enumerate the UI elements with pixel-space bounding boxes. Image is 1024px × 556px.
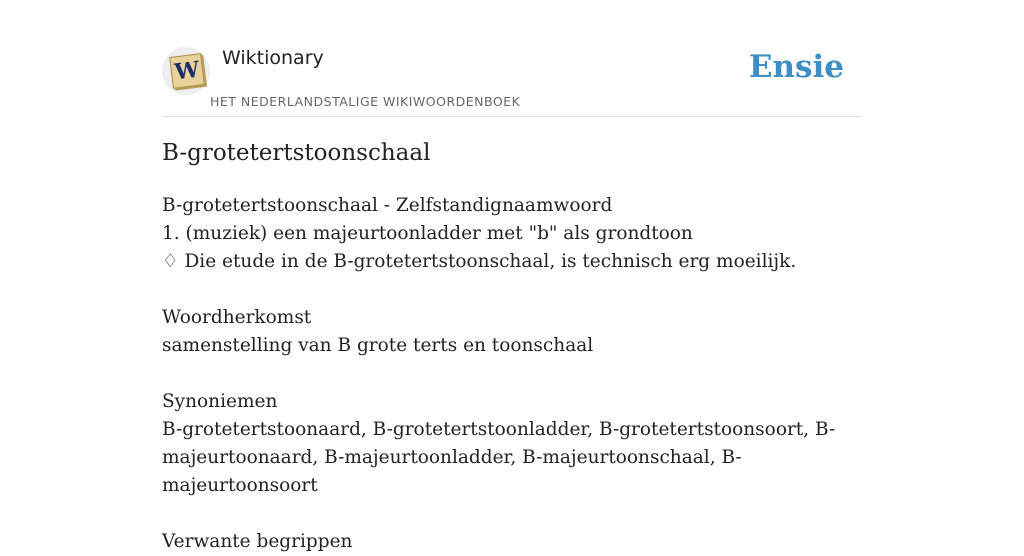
page-title: B-grotetertstoonschaal bbox=[162, 140, 431, 166]
ensie-brand-link[interactable]: Ensie bbox=[748, 49, 844, 85]
logo-tile: W bbox=[169, 53, 205, 89]
spacer bbox=[162, 500, 862, 528]
etymology-heading: Woordherkomst bbox=[162, 307, 312, 328]
entry-headline: B-grotetertstoonschaal - Zelfstandignaamwoord bbox=[162, 195, 613, 216]
etymology-text: samenstelling van B grote terts en toonschaal bbox=[162, 335, 594, 356]
spacer bbox=[162, 276, 862, 304]
entry-definition: 1. (muziek) een majeurtoonladder met "b" als grondtoon bbox=[162, 223, 693, 244]
site-subtitle: HET NEDERLANDSTALIGE WIKIWOORDENBOEK bbox=[210, 94, 521, 109]
page-container bbox=[162, 0, 862, 552]
site-name-link[interactable]: Wiktionary bbox=[222, 47, 324, 69]
entry-content bbox=[162, 192, 862, 556]
synonyms-heading: Synoniemen bbox=[162, 391, 278, 412]
entry-example: ♢ Die etude in de B-grotetertstoonschaal, is technisch erg moeilijk. bbox=[162, 251, 797, 272]
synonyms-text: B-grotetertstoonaard, B-grotetertstoonladder, B-grotetertstoonsoort, B-majeurtoonaard, B-majeurtoonladder, B-majeurtoonschaal, B-majeurtoonsoort bbox=[162, 419, 836, 496]
spacer bbox=[162, 360, 862, 388]
site-header bbox=[162, 0, 862, 117]
wiktionary-logo-icon[interactable] bbox=[162, 47, 210, 95]
related-heading: Verwante begrippen bbox=[162, 531, 353, 552]
